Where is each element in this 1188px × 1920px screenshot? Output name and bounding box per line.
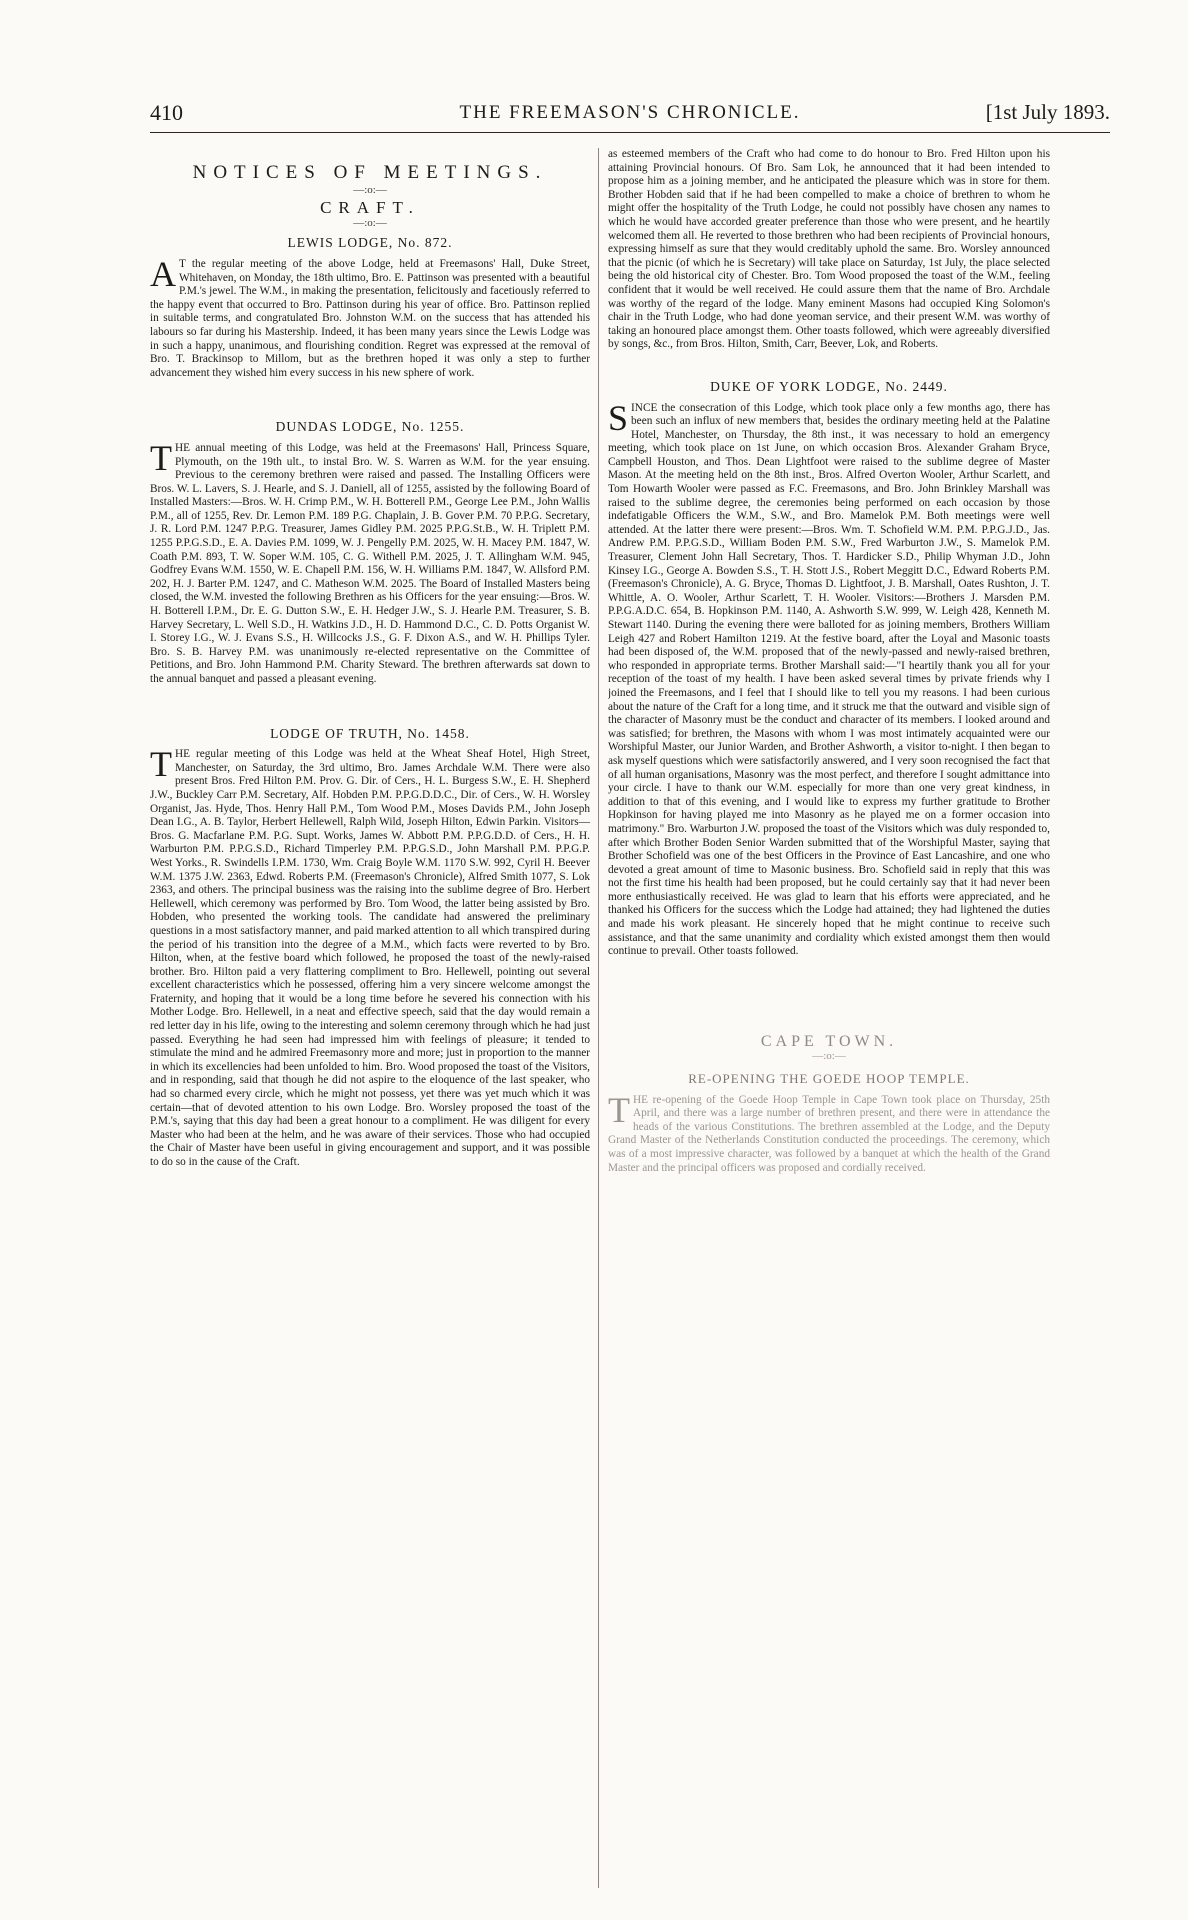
craft-heading: CRAFT. bbox=[320, 198, 420, 218]
article-duke-of-york-lodge bbox=[608, 380, 1050, 959]
masthead bbox=[150, 98, 1110, 133]
article-subheading: RE-OPENING THE GOEDE HOOP TEMPLE. bbox=[688, 1071, 970, 1087]
ornament-divider: —:o:— bbox=[353, 216, 387, 229]
article-cape-town bbox=[608, 1032, 1050, 1175]
article-body: THE re-opening of the Goede Hoop Temple in Cape Town took place on Thursday, 25th April, and there was a large number of brethren present, and there were in attendance the heads of the various Constitutions. The brethren assembled at the Lodge, and the Deputy Grand Master of the Netherlands Constitution conducted the proceedings. The ceremony, which was of a most impressive character, was followed by a banquet at which the health of the Grand Master and the principal officers was proposed and cordially received. bbox=[608, 1089, 1050, 1174]
article-heading: LODGE OF TRUTH, No. 1458. bbox=[270, 725, 470, 741]
issue-date: [1st July 1893. bbox=[985, 100, 1110, 124]
ornament-divider: —:o:— bbox=[353, 183, 387, 196]
article-dundas-lodge bbox=[150, 420, 590, 686]
article-heading: DUNDAS LODGE, No. 1255. bbox=[275, 419, 465, 435]
left-column bbox=[150, 148, 590, 1888]
right-column bbox=[608, 148, 1050, 1888]
article-body: THE regular meeting of this Lodge was held at the Wheat Sheaf Hotel, High Street, Manchester, on Saturday, the 3rd ultimo, Bro. James Archdale W.M. There were also present Bros. Fred Hilton P.M. Prov. G. Dir. of Cers., H. L. Burgess S.W., E. H. Shepherd J.W., Buckley Carr P.M. Secretary, Alf. Hobden P.M. P.P.G.D.D.C., Dir. of Cers., W. H. Worsley Organist, Jas. Hyde, Thos. Henry Hall P.M., Tom Wood P.M., Moses Davids P.M., John Joseph Dean I.G., A. B. Taylor, Herbert Hellewell, Ralph Wild, Joseph Hilton, Edwin Parkin. Visitors—Bros. G. Macfarlane P.M. P.G. Supt. Works, James W. Abbott P.M. P.P.G.D.D. of Cers., H. H. Warburton P.M. P.P.G.S.D., Richard Timperley P.M. P.P.G.S.D., John Marshall P.M. P.P.G.P. West Yorks., R. Swindells I.P.M. 1730, Wm. Craig Boyle W.M. 1170 S.W. 992, Cyril H. Beever W.M. 1375 J.W. 2363, Edwd. Roberts P.M. (Freemason's Chronicle), Alfred Smith 1077, S. Lok 2363, and others. The principal business was the raising into the sublime degree of Bro. Herbert Hellewell, which ceremony was performed by Bro. Tom Wood, the latter being assisted by Bro. Hobden, who presented the working tools. The candidate had answered the preliminary questions in a most satisfactory manner, and paid marked attention to all which transpired during the period of his transition into the degree of a M.M., which facts were reverted to by Bro. Hilton, when, at the festive board which followed, he proposed the toast of the newly-raised brother. Bro. Hilton paid a very flattering compliment to Bro. Hellewell, pointing out several excellent characteristics which he possessed, offering him a very sincere welcome amongst the Fraternity, and hoping that it would be a long time before he severed his connection with his Mother Lodge. Bro. Hellewell, in a neat and effective speech, said that the day would remain a red letter day in his life, owing to the interesting and solemn ceremony through which he had just passed. Everything he had seen had impressed him with feelings of pleasure; it tended to stimulate the mind and he admired Freemasonry more and more; just in proportion to the manner in which its excellencies had been unfolded to him. Bro. Wood proposed the toast of the Visitors, and in responding, said that though he did not aspire to the eloquence of the last speaker, who had so charmed every circle, which he might not possess, yet there was yet much which it was certain—that of devoted attention to his own Lodge. Bro. Worsley proposed the toast of the P.M.'s, saying that this day had been a great honour to a compliment. He was diligent for every Master who had been at the helm, and he was aware of their services. Those who had occupied the Chair of Master have been useful in giving encouragement and support, and it was possible to do so in the cause of the Craft. bbox=[150, 744, 590, 1168]
article-lodge-of-truth-continued bbox=[608, 148, 1050, 352]
publication-title: THE FREEMASON'S CHRONICLE. bbox=[459, 102, 801, 123]
article-body-continued: as esteemed members of the Craft who had come to do honour to Bro. Fred Hilton upon his attaining Provincial honours. Of Bro. Sam Lok, he announced that it had been intended to propose him as a joining member, and he anticipated the pleasure which was in store for them. Brother Hobden said that if he had been compelled to make a choice of brethren to whom he might offer the hospitality of the Truth Lodge, he could not possibly have chosen any names to which he would have accorded greater preference than those who were present, and he heartily welcomed them all. He reverted to those brethren who had been recipients of Provincial honours, expressing himself as sure that they would creditably uphold the same. Bro. Worsley announced that the picnic (of which he is Secretary) will take place on Saturday, 1st July, the place selected being the old historical city of Chester. Bro. Tom Wood proposed the toast of the W.M., feeling confident that it would be well received. He could assure them that the name of Bro. Archdale was worthy of the regard of the lodge. Many eminent Masons had occupied King Solomon's chair in the Truth Lodge, who had done yeoman service, and their present W.M. was worthy of taking an honoured place amongst them. Other toasts followed, which were agreeably diversified by songs, &c., from Bros. Hilton, Smith, Carr, Beever, Lok, and Roberts. bbox=[608, 148, 1050, 351]
article-heading: CAPE TOWN. bbox=[760, 1032, 898, 1050]
article-body: THE annual meeting of this Lodge, was held at the Freemasons' Hall, Princess Square, Plymouth, on the 19th ult., to instal Bro. W. S. Warren as W.M. for the year ensuing. Previous to the ceremony brethren were raised and passed. The Installing Officers were Bros. W. L. Lavers, S. J. Hearle, and S. J. Daniell, all of 1255, assisted by the following Board of Installed Masters:—Bros. W. H. Crimp P.M., W. H. Botterell P.M., George Lee P.M., John Wallis P.M., all of 1255, Rev. Dr. Lemon P.M. 189 P.G. Chaplain, J. B. Gover P.M. 70 P.P.G. Secretary, J. R. Lord P.M. 1247 P.P.G. Treasurer, James Gidley P.M. 2025 P.P.G.St.B., W. H. Triplett P.M. 1255 P.P.G.S.D., E. A. Davies P.M. 1099, W. J. Pengelly P.M. 2025, W. H. Macey P.M. 1847, W. Coath P.M. 893, T. W. Soper W.M. 105, C. G. Withell P.M. 2025, J. T. Allingham W.M. 945, Godfrey Evans W.M. 1550, W. E. Chapell P.M. 156, W. H. Williams P.M. 1847, W. Allsford P.M. 202, H. J. Barter P.M. 1247, and C. Matheson W.M. 2025. The Board of Installed Masters being closed, the W.M. invested the following Brethren as his Officers for the year ensuing:—Bros. W. H. Botterell I.P.M., Dr. E. G. Dutton S.W., E. H. Hedger J.W., S. J. Hearle P.M. Treasurer, S. B. Harvey Secretary, L. Well S.D., H. Watkins J.D., H. D. Hammond D.C., C. D. Potts Organist W. I. Storey I.G., W. J. Evans S.S., H. Willcocks J.S., G. F. Dixon A.S., and W. H. Phillips Tyler. Bro. S. B. Harvey P.M. was unanimously re-elected representative on the Committee of Petitions, and Bro. John Hammond P.M. Charity Steward. The brethren afterwards sat down to the annual banquet and passed a pleasant evening. bbox=[150, 437, 590, 685]
page-number: 410 bbox=[150, 100, 183, 125]
article-heading: DUKE OF YORK LODGE, No. 2449. bbox=[710, 378, 948, 394]
article-heading: LEWIS LODGE, No. 872. bbox=[287, 235, 453, 251]
article-lodge-of-truth bbox=[150, 727, 590, 1170]
article-body: AT the regular meeting of the above Lodge, held at Freemasons' Hall, Duke Street, Whitehaven, on Monday, the 18th ultimo, Bro. E. Pattinson was presented with a beautiful P.M.'s jewel. The W.M., in making the presentation, felicitously and facetiously referred to the happy event that occurred to Bro. Pattinson during his year of office. Bro. Pattinson replied in suitable terms, and congratulated Bro. Johnston W.M. on the success that has attended his labours so far during his Mastership. Indeed, it has been many years since the Lewis Lodge was in such a happy, unanimous, and flourishing condition. Regret was expressed at the removal of Bro. T. Brackinsop to Millom, but as the brethren hoped it was only a step to further advancement they wished him every success in his new sphere of work. bbox=[150, 253, 590, 379]
article-body: SINCE the consecration of this Lodge, which took place only a few months ago, there has been such an influx of new members that, besides the ordinary meeting held at the Palatine Hotel, Manchester, on Thursday, the 8th inst., it was necessary to hold an emergency meeting, which took place on 1st June, on which occasion Bros. Alexander Graham Bryce, Campbell Houston, and Thos. Dean Lightfoot were raised to the sublime degree of Master Mason. At the meeting held on the 8th inst., Bros. Alfred Overton Wooler, Arthur Scarlett, and Tom Howarth Wooler were passed as F.C. Freemasons, and Bro. John Brinkley Marshall was raised to the sublime degree, the ceremonies being performed on each occasion by those indefatigable Officers the W.M., S.W., and Bro. Mamelok P.M. Both meetings were well attended. At the latter there were present:—Bros. Wm. T. Schofield W.M. P.M. P.P.G.J.D., Jas. Andrew P.M. P.P.G.S.D., William Boden P.M. S.W., Fred Warburton J.W., S. Mamelok P.M. Treasurer, Clement John Hall Secretary, Thos. T. Hardicker S.D., Philip Whyman J.D., John Kinsey I.G., George A. Bowden S.S., T. H. Stott J.S., Robert Meggitt D.C., Edward Roberts P.M. (Freemason's Chronicle), A. G. Bryce, Thomas D. Lightfoot, J. B. Marshall, Oates Rushton, J. T. Whittle, A. O. Wooler, Arthur Scarlett, T. H. Wooler. Visitors:—Brothers J. Marsden P.M. P.P.G.A.D.C. 654, B. Hopkinson P.M. 1140, A. Ashworth S.W. 999, W. Leigh 428, Kenneth M. Stewart 1140. During the evening there were balloted for as joining members, Brothers William Leigh 427 and Robert Hamilton 1219. At the festive board, after the Loyal and Masonic toasts had been disposed of, the W.M. proposed that of the newly-passed and newly-raised brethren, who responded in appropriate terms. Brother Marshall said:—"I heartily thank you all for your reception of the toast of my health. I have been asked several times by private friends why I joined the Freemasons, and I feel that I should like to tell you my reasons. I had been curious about the nature of the Craft for a long time, and it struck me that the outward and visible sign of the character of Masonry must be the conduct and character of its members. I looked around and was satisfied; for brethren, the Masons with whom I was most intimately acquainted were our Worshipful Master, our Junior Warden, and Brother Ashworth, a visitor to-night. I then began to ask myself questions which were satisfactorily answered, and I very soon recognised the fact that of all human organisations, Masonry was the most perfect, and therefore I sought admittance into your circle. I have to thank our W.M. especially for more than one very great kindness, in addition to that of this evening, and I would like to express my further gratitude to Brother Hopkinson for having played me into Masonry as he played me on a former occasion into matrimony." Bro. Warburton J.W. proposed the toast of the Visitors which was duly responded to, after which Brother Boden Senior Warden submitted that of the Worshipful Master, saying that Brother Schofield was one of the best Officers in the Province of East Lancashire, and one who devoted a great amount of time to Masonic business. Bro. Schofield said in reply that this was not the first time his health had been proposed, but he could certainly say that it had never been more enthusiastically received. He was glad to learn that his efforts were appreciated, and he thanked his Officers for the success which the Lodge had attained; they had lightened the duties and made his work pleasant. He sincerely hoped that he might continue to receive such assistance, and that the same unanimity and cordiality which existed amongst them then would continue to prevail. Other toasts followed. bbox=[608, 397, 1050, 958]
notices-heading: NOTICES OF MEETINGS. bbox=[192, 162, 548, 183]
column-divider bbox=[598, 148, 599, 1888]
article-lewis-lodge bbox=[150, 236, 590, 380]
ornament-divider: —:o:— bbox=[812, 1050, 846, 1063]
